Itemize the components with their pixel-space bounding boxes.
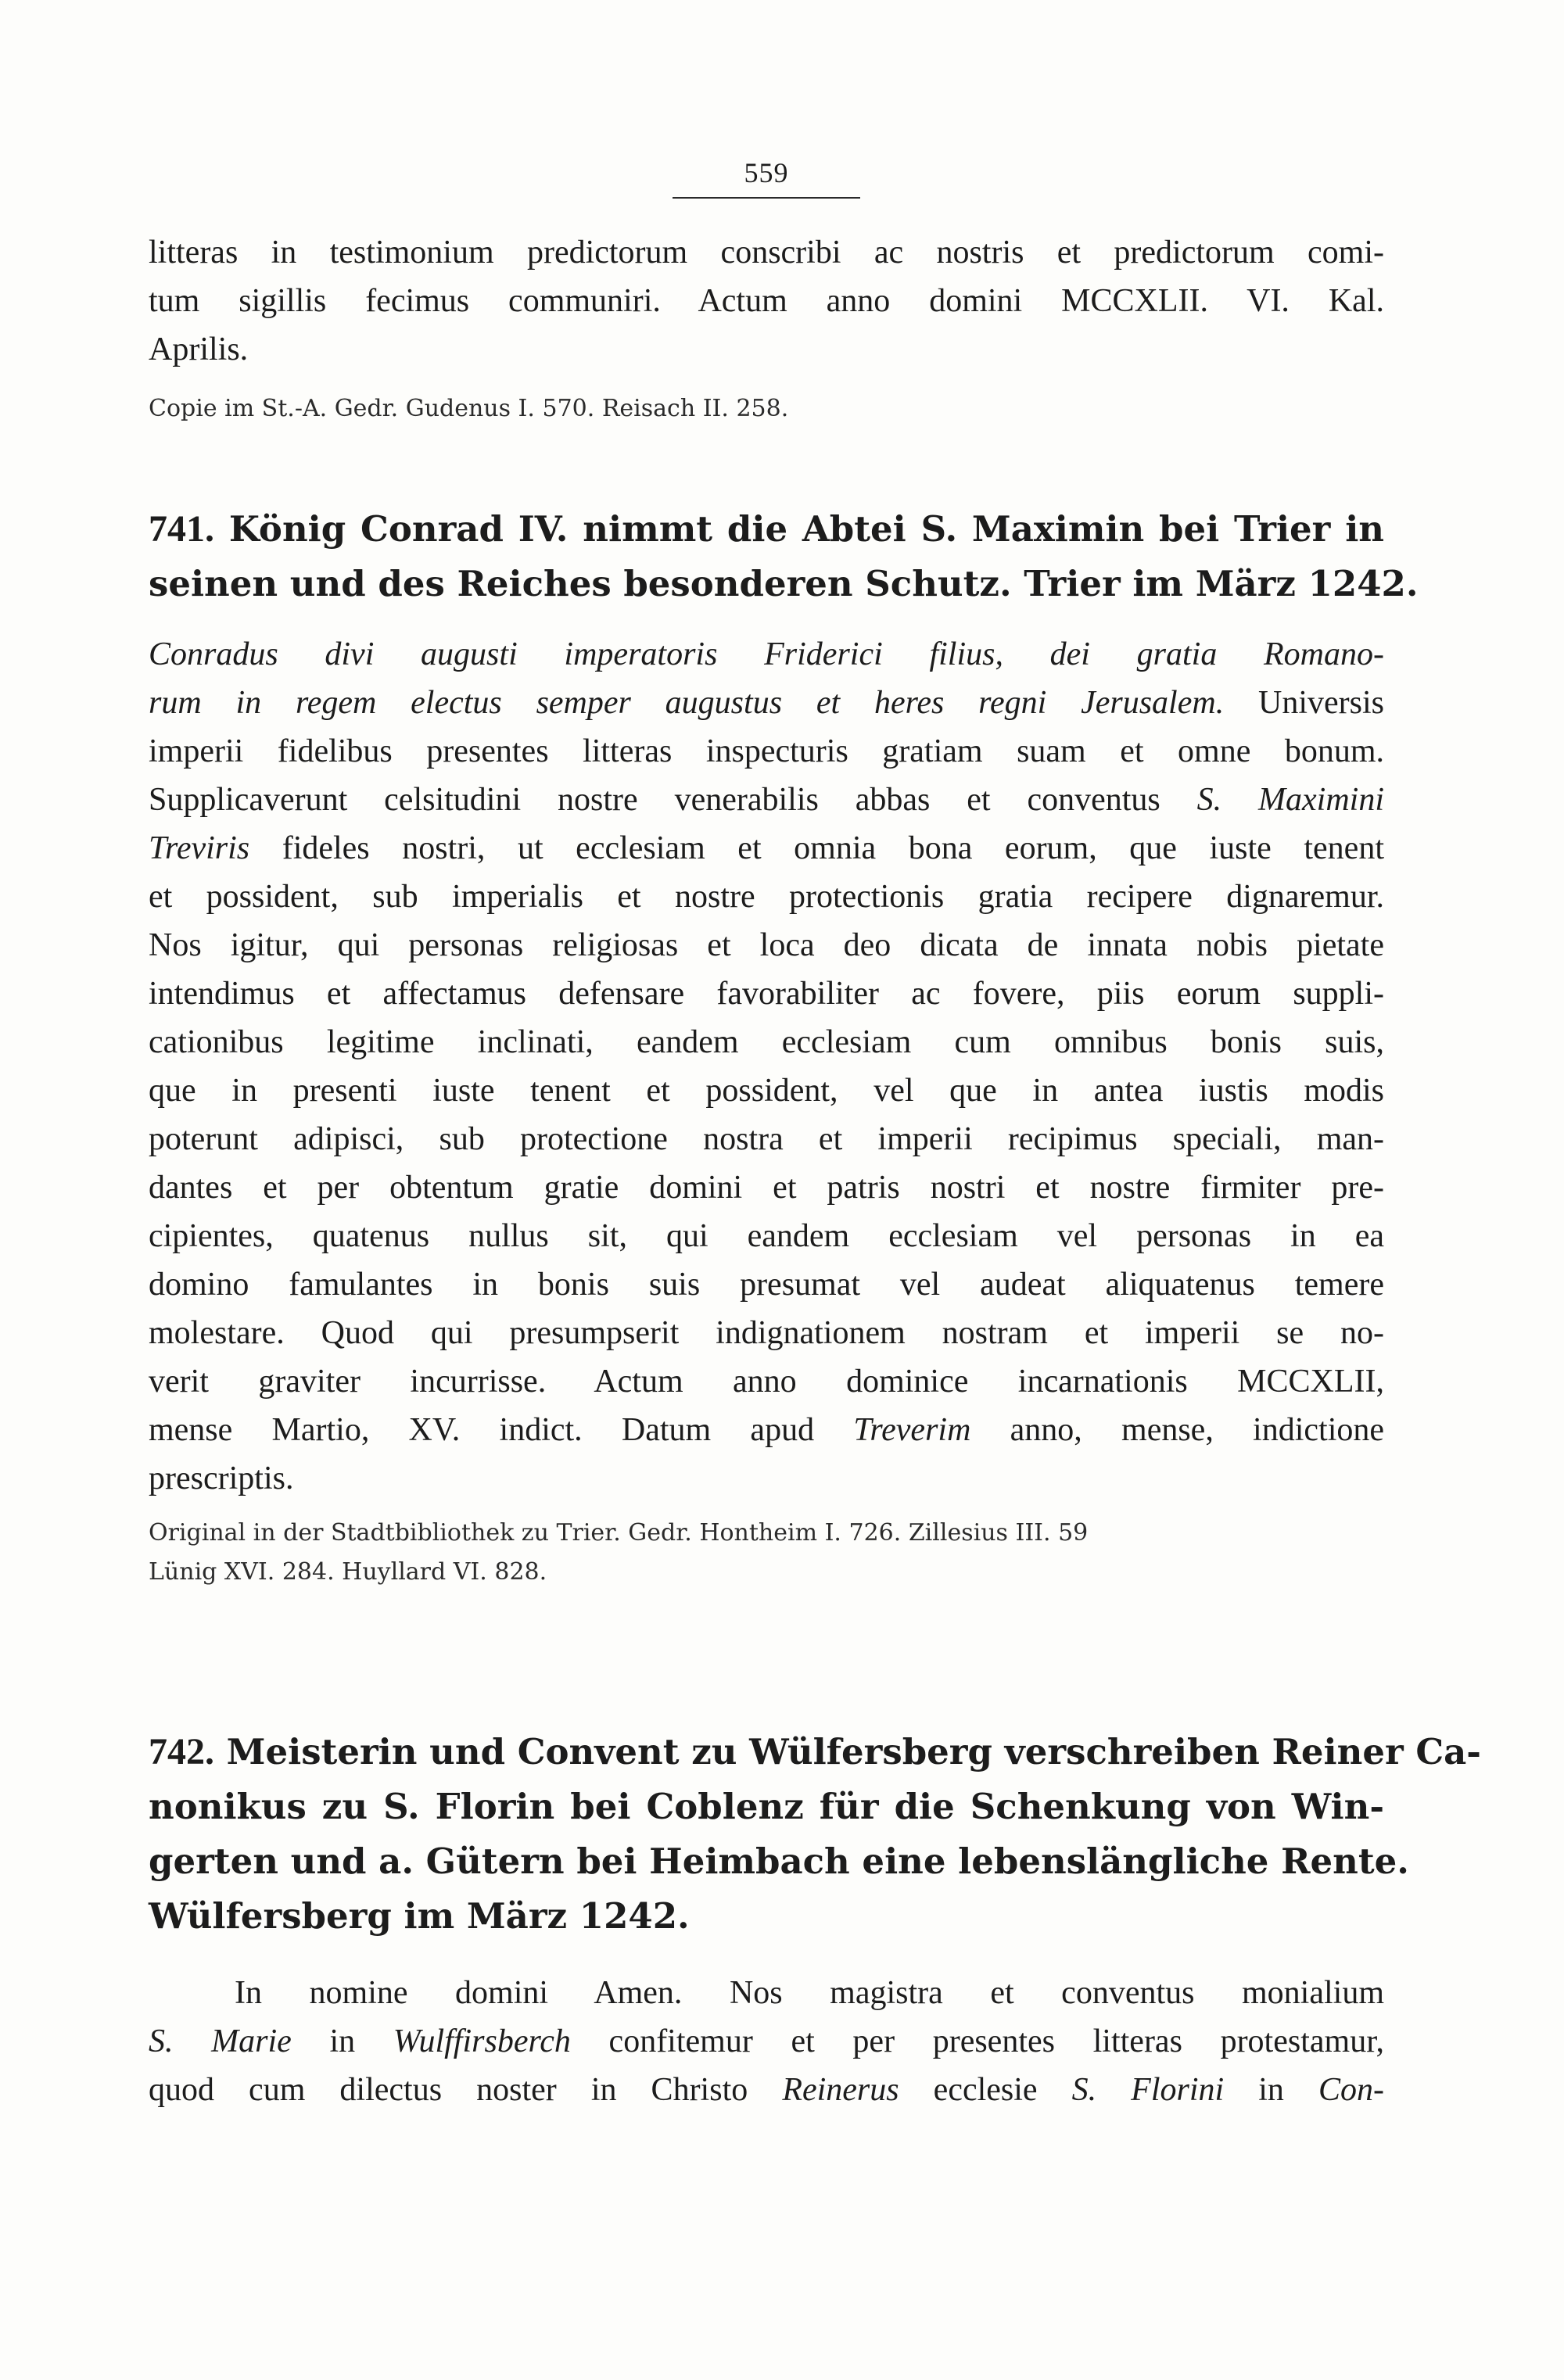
document-742-heading [149, 1725, 1481, 1944]
text-line: tum sigillis fecimus communiri. Actum anno domini MCCXLII. VI. Kal. [149, 283, 1384, 319]
text-line [149, 630, 1384, 679]
text-line: Nos igitur, qui personas religiosas et loca deo dicata de innata nobis pietate [149, 927, 1384, 963]
previous-document-text [149, 228, 1384, 374]
roman-text: quod cum dilectus noster in Christo [149, 2072, 748, 2108]
heading-line: nonikus zu S. Florin bei Coblenz für die Schenkung von Win- [149, 1786, 1384, 1827]
italic-text: S. Florini [1071, 2072, 1225, 2108]
text-line: cationibus legitime inclinati, eandem ecclesiam cum omnibus bonis suis, [149, 1024, 1384, 1060]
document-number: 742. [149, 1731, 214, 1772]
text-line [149, 776, 1384, 824]
roman-text: confitemur et per presentes litteras protestamur, [608, 2023, 1384, 2059]
roman-text: Supplicaverunt celsitudini nostre venerabilis abbas et conventus [149, 782, 1160, 818]
text-line: Aprilis. [149, 332, 249, 367]
text-line [149, 1406, 1384, 1454]
italic-text: Wulffirsberch [393, 2023, 571, 2059]
italic-text: Treverim [853, 1412, 971, 1448]
roman-text: in [329, 2023, 356, 2059]
document-741-heading [149, 502, 1419, 611]
page-number-rule [673, 197, 860, 199]
document-741-source [149, 1514, 1384, 1592]
heading-line: seinen und des Reiches besonderen Schutz. Trier im März 1242. [149, 563, 1419, 604]
text-line [149, 824, 1384, 873]
italic-text: Treviris [149, 830, 250, 866]
heading-text: König Conrad IV. nimmt die Abtei S. Maximin bei Trier in [228, 508, 1385, 550]
heading-text: Meisterin und Convent zu Wülfersberg verschreiben Reiner Ca- [226, 1731, 1481, 1772]
text-line: domino famulantes in bonis suis presumat vel audeat aliquatenus temere [149, 1267, 1384, 1303]
heading-line: Wülfersberg im März 1242. [149, 1895, 690, 1937]
previous-document-source: Copie im St.-A. Gedr. Gudenus I. 570. Reisach II. 258. [149, 395, 789, 422]
text-line [149, 679, 1384, 727]
source-line: Lünig XVI. 284. Huyllard VI. 828. [149, 1558, 547, 1586]
italic-text: Reinerus [782, 2072, 899, 2108]
text-line: intendimus et affectamus defensare favorabiliter ac fovere, piis eorum suppli- [149, 976, 1384, 1012]
text-line: et possident, sub imperialis et nostre protectionis gratia recipere dignaremur. [149, 879, 1384, 915]
italic-text: S. Maximini [1196, 782, 1385, 818]
text-line: poterunt adipisci, sub protectione nostra et imperii recipimus speciali, man- [149, 1121, 1384, 1157]
page-number: 559 [744, 157, 789, 188]
heading-line: gerten und a. Gütern bei Heimbach eine lebenslängliche Rente. [149, 1841, 1409, 1882]
document-742 [149, 1725, 1481, 2114]
roman-text: mense Martio, XV. indict. Datum apud [149, 1412, 815, 1448]
document-741 [149, 502, 1419, 1592]
roman-text: anno, mense, indictione [1010, 1412, 1385, 1448]
text-line: In nomine domini Amen. Nos magistra et conventus monialium [235, 1975, 1384, 2011]
italic-text: Conradus divi augusti imperatoris Friderici filius, dei gratia Romano- [149, 636, 1384, 672]
text-line: prescriptis. [149, 1461, 294, 1496]
heading-line [149, 1725, 1481, 1780]
document-742-body [149, 1969, 1384, 2114]
roman-text: Universis [1258, 685, 1385, 721]
roman-text: in [1258, 2072, 1284, 2108]
text-line [149, 2017, 1384, 2066]
roman-text: ecclesie [933, 2072, 1038, 2108]
text-line: imperii fidelibus presentes litteras inspecturis gratiam suam et omne bonum. [149, 733, 1384, 769]
text-line: litteras in testimonium predictorum conscribi ac nostris et predictorum comi- [149, 235, 1384, 271]
text-line [149, 2066, 1384, 2114]
text-line: cipientes, quatenus nullus sit, qui eandem ecclesiam vel personas in ea [149, 1218, 1384, 1254]
text-line: molestare. Quod qui presumpserit indignationem nostram et imperii se no- [149, 1315, 1384, 1351]
text-line: que in presenti iuste tenent et possident, vel que in antea iustis modis [149, 1073, 1384, 1109]
text-line: dantes et per obtentum gratie domini et patris nostri et nostre firmiter pre- [149, 1170, 1384, 1206]
text-line: verit graviter incurrisse. Actum anno dominice incarnationis MCCXLII, [149, 1364, 1384, 1400]
source-line: Original in der Stadtbibliothek zu Trier. Gedr. Hontheim I. 726. Zillesius III. 59 [149, 1519, 1089, 1547]
document-741-body [149, 630, 1384, 1503]
italic-text: S. Marie [149, 2023, 292, 2059]
previous-document-ending [149, 228, 1384, 428]
roman-text: fideles nostri, ut ecclesiam et omnia bona eorum, que iuste tenent [282, 830, 1384, 866]
italic-text: Con- [1318, 2072, 1384, 2108]
heading-line [149, 502, 1384, 557]
document-number: 741. [149, 508, 214, 550]
italic-text: rum in regem electus semper augustus et heres regni Jerusalem. [149, 685, 1225, 721]
